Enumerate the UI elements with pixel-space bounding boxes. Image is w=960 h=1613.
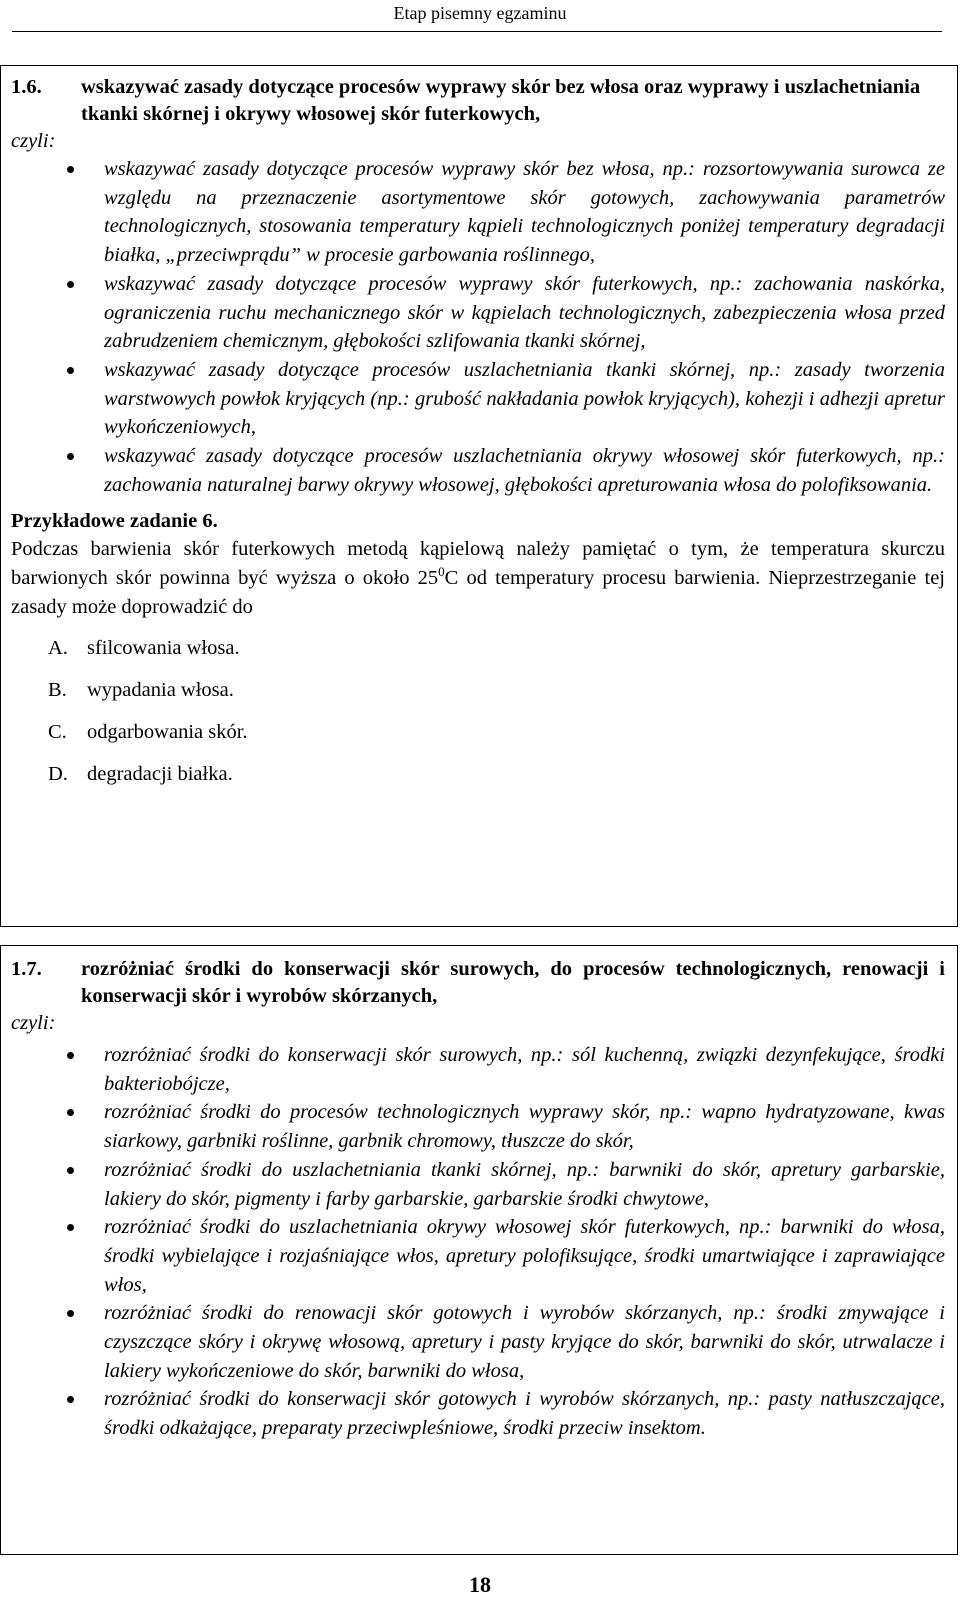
list-item xyxy=(1,155,957,270)
bullet-icon xyxy=(67,1167,74,1174)
page-number: 18 xyxy=(469,1572,491,1597)
bullet-icon xyxy=(67,1310,74,1317)
list-item-text: rozróżniać środki do konserwacji skór gotowych i wyrobów skórzanych, np.: pasty natłuszczające, środki odkażające, preparaty przeciwpleśniowe, środki przeciw insektom. xyxy=(104,1388,945,1440)
bullet-icon xyxy=(67,1052,74,1059)
answer-option-b xyxy=(1,676,957,718)
question-superscript: 0 xyxy=(438,564,445,580)
answer-letter: A. xyxy=(48,637,68,660)
list-item-text: rozróżniać środki do uszlachetniania okrywy włosowej skór futerkowych, np.: barwniki do włosa, środki wybielające i rozjaśniające włos, apretury polofiksujące, środki umartwiające i zaprawiające włos, xyxy=(104,1216,945,1296)
list-item-text: wskazywać zasady dotyczące procesów wyprawy skór bez włosa, np.: rozsortowywania surowca ze względu na przeznaczenie asortymentowe skór gotowych, zachowywania parametrów technologicznych, stosowania temperatury kąpieli technologicznych poniżej temperatury degradacji białka, „przeciwprądu” w procesie garbowania roślinnego, xyxy=(104,158,945,267)
answer-text: sfilcowania włosa. xyxy=(87,637,240,660)
list-item xyxy=(1,442,957,499)
answer-text: odgarbowania skór. xyxy=(87,721,248,744)
bullet-icon xyxy=(67,166,74,173)
list-item xyxy=(1,1156,957,1213)
bullet-icon xyxy=(67,367,74,374)
list-item-text: rozróżniać środki do renowacji skór gotowych i wyrobów skórzanych, np.: środki zmywające i czyszczące skóry i okrywę włosową, apretury i pasty kryjące do skór, barwniki do skór, utrwalacze i lakiery wykończeniowe do skór, barwniki do włosa, xyxy=(104,1302,945,1382)
example-title: Przykładowe zadanie 6. xyxy=(11,510,218,533)
list-item xyxy=(1,270,957,356)
answer-options xyxy=(1,634,957,802)
answer-letter: D. xyxy=(48,763,68,786)
bullet-icon xyxy=(67,1109,74,1116)
list-item xyxy=(1,1098,957,1155)
list-item xyxy=(1,1385,957,1442)
list-item-text: rozróżniać środki do uszlachetniania tkanki skórnej, np.: barwniki do skór, apretury garbarskie, lakiery do skór, pigmenty i farby garbarskie, garbarskie środki chwytowe, xyxy=(104,1158,945,1210)
list-item-text: rozróżniać środki do procesów technologicznych wyprawy skór, np.: wapno hydratyzowane, kwas siarkowy, garbniki roślinne, garbnik chromowy, tłuszcze do skór, xyxy=(104,1101,945,1153)
running-header: Etap pisemny egzaminu xyxy=(393,3,567,23)
section-1-6-czyli: czyli: xyxy=(11,130,56,152)
list-item-text: wskazywać zasady dotyczące procesów uszlachetniania okrywy włosowej skór futerkowych, np.: zachowania naturalnej barwy okrywy włosowej, głębokości apreturowania włosa do polofiksowania. xyxy=(104,445,945,496)
bullet-icon xyxy=(67,281,74,288)
header-rule xyxy=(12,31,942,32)
section-1-6-title: wskazywać zasady dotyczące procesów wyprawy skór bez włosa oraz wyprawy i uszlachetniania tkanki skórnej i okrywy włosowej skór futerkowych, xyxy=(81,76,921,125)
bullet-icon xyxy=(67,1396,74,1403)
list-item xyxy=(1,1213,957,1299)
section-1-6-bullet-list xyxy=(1,155,957,499)
list-item-text: rozróżniać środki do konserwacji skór surowych, np.: sól kuchenną, związki dezynfekujące, środki bakteriobójcze, xyxy=(104,1044,945,1095)
section-1-7-bullet-list xyxy=(1,1041,957,1443)
answer-text: wypadania włosa. xyxy=(87,679,234,702)
section-1-6-box xyxy=(0,65,958,927)
answer-letter: C. xyxy=(48,721,67,744)
question-text-part1: Podczas barwienia skór futerkowych metodą kąpielową należy pamiętać o tym, że temperatura skurczu barwionych skór powinna być wyższa o około 25 xyxy=(11,538,945,590)
question-text xyxy=(1,535,957,622)
list-item-text: wskazywać zasady dotyczące procesów wyprawy skór futerkowych, np.: zachowania naskórka, ograniczenia ruchu mechanicznego skór w kąpielach technologicznych, zabezpieczenia włosa przed zabrudzeniem chemicznym, głębokości szlifowania tkanki skórnej, xyxy=(104,272,945,353)
section-1-7-box xyxy=(0,945,958,1555)
list-item xyxy=(1,1041,957,1098)
bullet-icon xyxy=(67,453,74,460)
list-item xyxy=(1,356,957,442)
section-1-7-heading xyxy=(1,956,957,1010)
section-1-6-heading xyxy=(1,74,957,128)
answer-option-c xyxy=(1,718,957,760)
bullet-icon xyxy=(67,1224,74,1231)
answer-text: degradacji białka. xyxy=(87,763,233,786)
section-1-6-number: 1.6. xyxy=(11,76,42,98)
section-1-7-title: rozróżniać środki do konserwacji skór surowych, do procesów technologicznych, renowacji i konserwacji skór i wyrobów skórzanych, xyxy=(81,958,945,1007)
section-1-7-number: 1.7. xyxy=(11,958,42,980)
list-item-text: wskazywać zasady dotyczące procesów uszlachetniania tkanki skórnej, np.: zasady tworzenia warstwowych powłok kryjących (np.: grubość nakładania powłok kryjących), kohezji i adhezji apretur wykończeniowych, xyxy=(104,358,945,439)
list-item xyxy=(1,1299,957,1385)
answer-letter: B. xyxy=(48,679,67,702)
answer-option-a xyxy=(1,634,957,676)
answer-option-d xyxy=(1,760,957,802)
question-text-part2: C od temperatury procesu barwienia. Nieprzestrzeganie tej zasady może doprowadzić do xyxy=(11,567,945,619)
section-1-7-czyli: czyli: xyxy=(11,1012,56,1034)
